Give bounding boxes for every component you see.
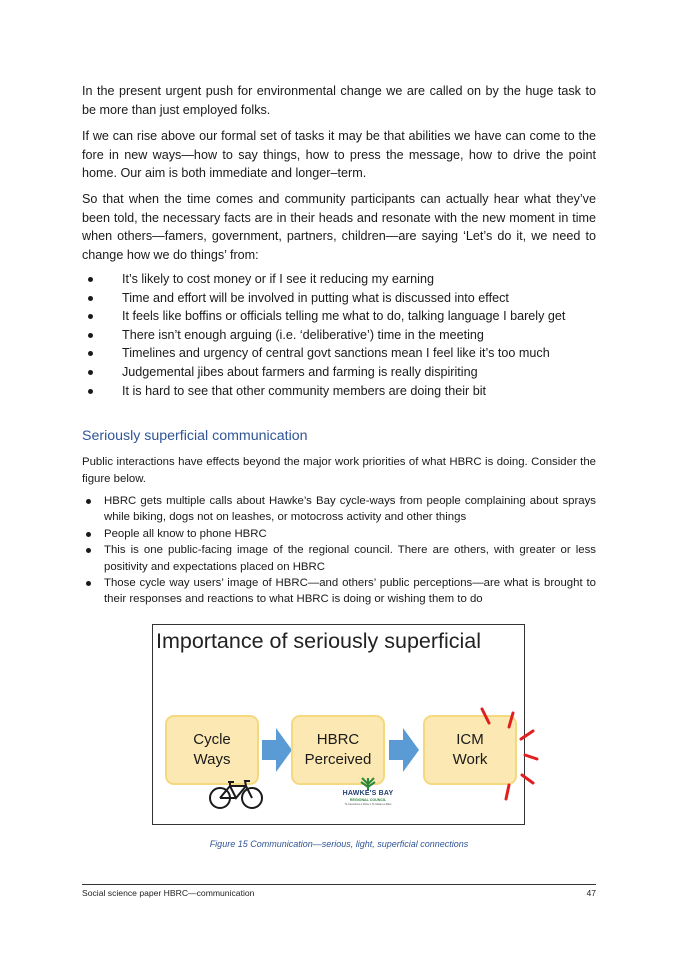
list-item: Time and effort will be involved in putting what is discussed into effect bbox=[82, 289, 596, 308]
bullet-icon bbox=[88, 370, 93, 375]
section-intro: Public interactions have effects beyond the major work priorities of what HBRC is doing. Consider the figure below. bbox=[82, 456, 596, 485]
bullet-icon bbox=[88, 333, 93, 338]
paragraph-2: If we can rise above our formal set of tasks it may be that abilities we have can come to the fore in new ways—how to say things, how to press the message, how to drive the point home. Our aim is both immediate and longer–term. bbox=[82, 129, 596, 180]
list-item: Timelines and urgency of central govt sanctions mean I feel like it’s too much bbox=[82, 344, 596, 363]
paragraph-1: In the present urgent push for environmental change we are called on by the huge task to be more than just employed folks. bbox=[82, 84, 596, 117]
section-heading: Seriously superficial communication bbox=[82, 428, 308, 444]
bullet-icon bbox=[86, 499, 91, 504]
list-item: HBRC gets multiple calls about Hawke’s Bay cycle-ways from people complaining about sprays while biking, dogs not on leashes, or motocross activity and other things bbox=[82, 493, 596, 526]
figure-title: Importance of seriously superficial bbox=[156, 629, 482, 653]
hbrc-perceived-box: HBRC Perceived bbox=[291, 715, 385, 785]
footer-divider bbox=[82, 884, 596, 885]
paragraph-3: So that when the time comes and community participants can actually hear what they’ve been told, the necessary facts are in their heads and resonate with the new moment in time when others—famers, government, partners, children—are saying ‘Let’s do it, we need to change how we do things’ from: bbox=[82, 192, 596, 262]
bullet-icon bbox=[86, 532, 91, 537]
hbrc-list bbox=[82, 493, 596, 608]
list-item: It’s likely to cost money or if I see it reducing my earning bbox=[82, 270, 596, 289]
concerns-list bbox=[82, 270, 596, 400]
bullet-icon bbox=[88, 314, 93, 319]
bullet-icon bbox=[88, 389, 93, 394]
bullet-icon bbox=[88, 296, 93, 301]
list-item: People all know to phone HBRC bbox=[82, 526, 596, 542]
list-item: It is hard to see that other community members are doing their bit bbox=[82, 382, 596, 401]
list-item: There isn’t enough arguing (i.e. ‘deliberative’) time in the meeting bbox=[82, 326, 596, 345]
bicycle-icon bbox=[208, 778, 264, 810]
hbrc-logo: HAWKE'S BAY REGIONAL COUNCIL Te Kaunihera ā Rohe o Te Matau-a-Māui bbox=[333, 776, 403, 807]
icm-work-box: ICM Work bbox=[423, 715, 517, 785]
right-arrow-icon bbox=[262, 728, 292, 772]
list-item: Those cycle way users’ image of HBRC—and others’ public perceptions—are what is brought to their responses and reactions to what HBRC is doing or wishing them to do bbox=[82, 575, 596, 608]
bullet-icon bbox=[86, 581, 91, 586]
cycle-ways-box: Cycle Ways bbox=[165, 715, 259, 785]
page-number: 47 bbox=[586, 888, 596, 898]
figure-diagram bbox=[152, 624, 525, 825]
leaf-logo-icon bbox=[358, 776, 378, 790]
burst-lines-icon bbox=[473, 703, 539, 803]
footer-title: Social science paper HBRC—communication bbox=[82, 888, 255, 898]
bullet-icon bbox=[88, 277, 93, 282]
list-item: It feels like boffins or officials telling me what to do, talking language I barely get bbox=[82, 307, 596, 326]
bullet-icon bbox=[86, 548, 91, 553]
bullet-icon bbox=[88, 351, 93, 356]
list-item: This is one public-facing image of the regional council. There are others, with greater or less positivity and expectations placed on HBRC bbox=[82, 542, 596, 575]
figure-caption: Figure 15 Communication—serious, light, superficial connections bbox=[209, 839, 469, 849]
right-arrow-icon bbox=[389, 728, 419, 772]
list-item: Judgemental jibes about farmers and farming is really dispiriting bbox=[82, 363, 596, 382]
